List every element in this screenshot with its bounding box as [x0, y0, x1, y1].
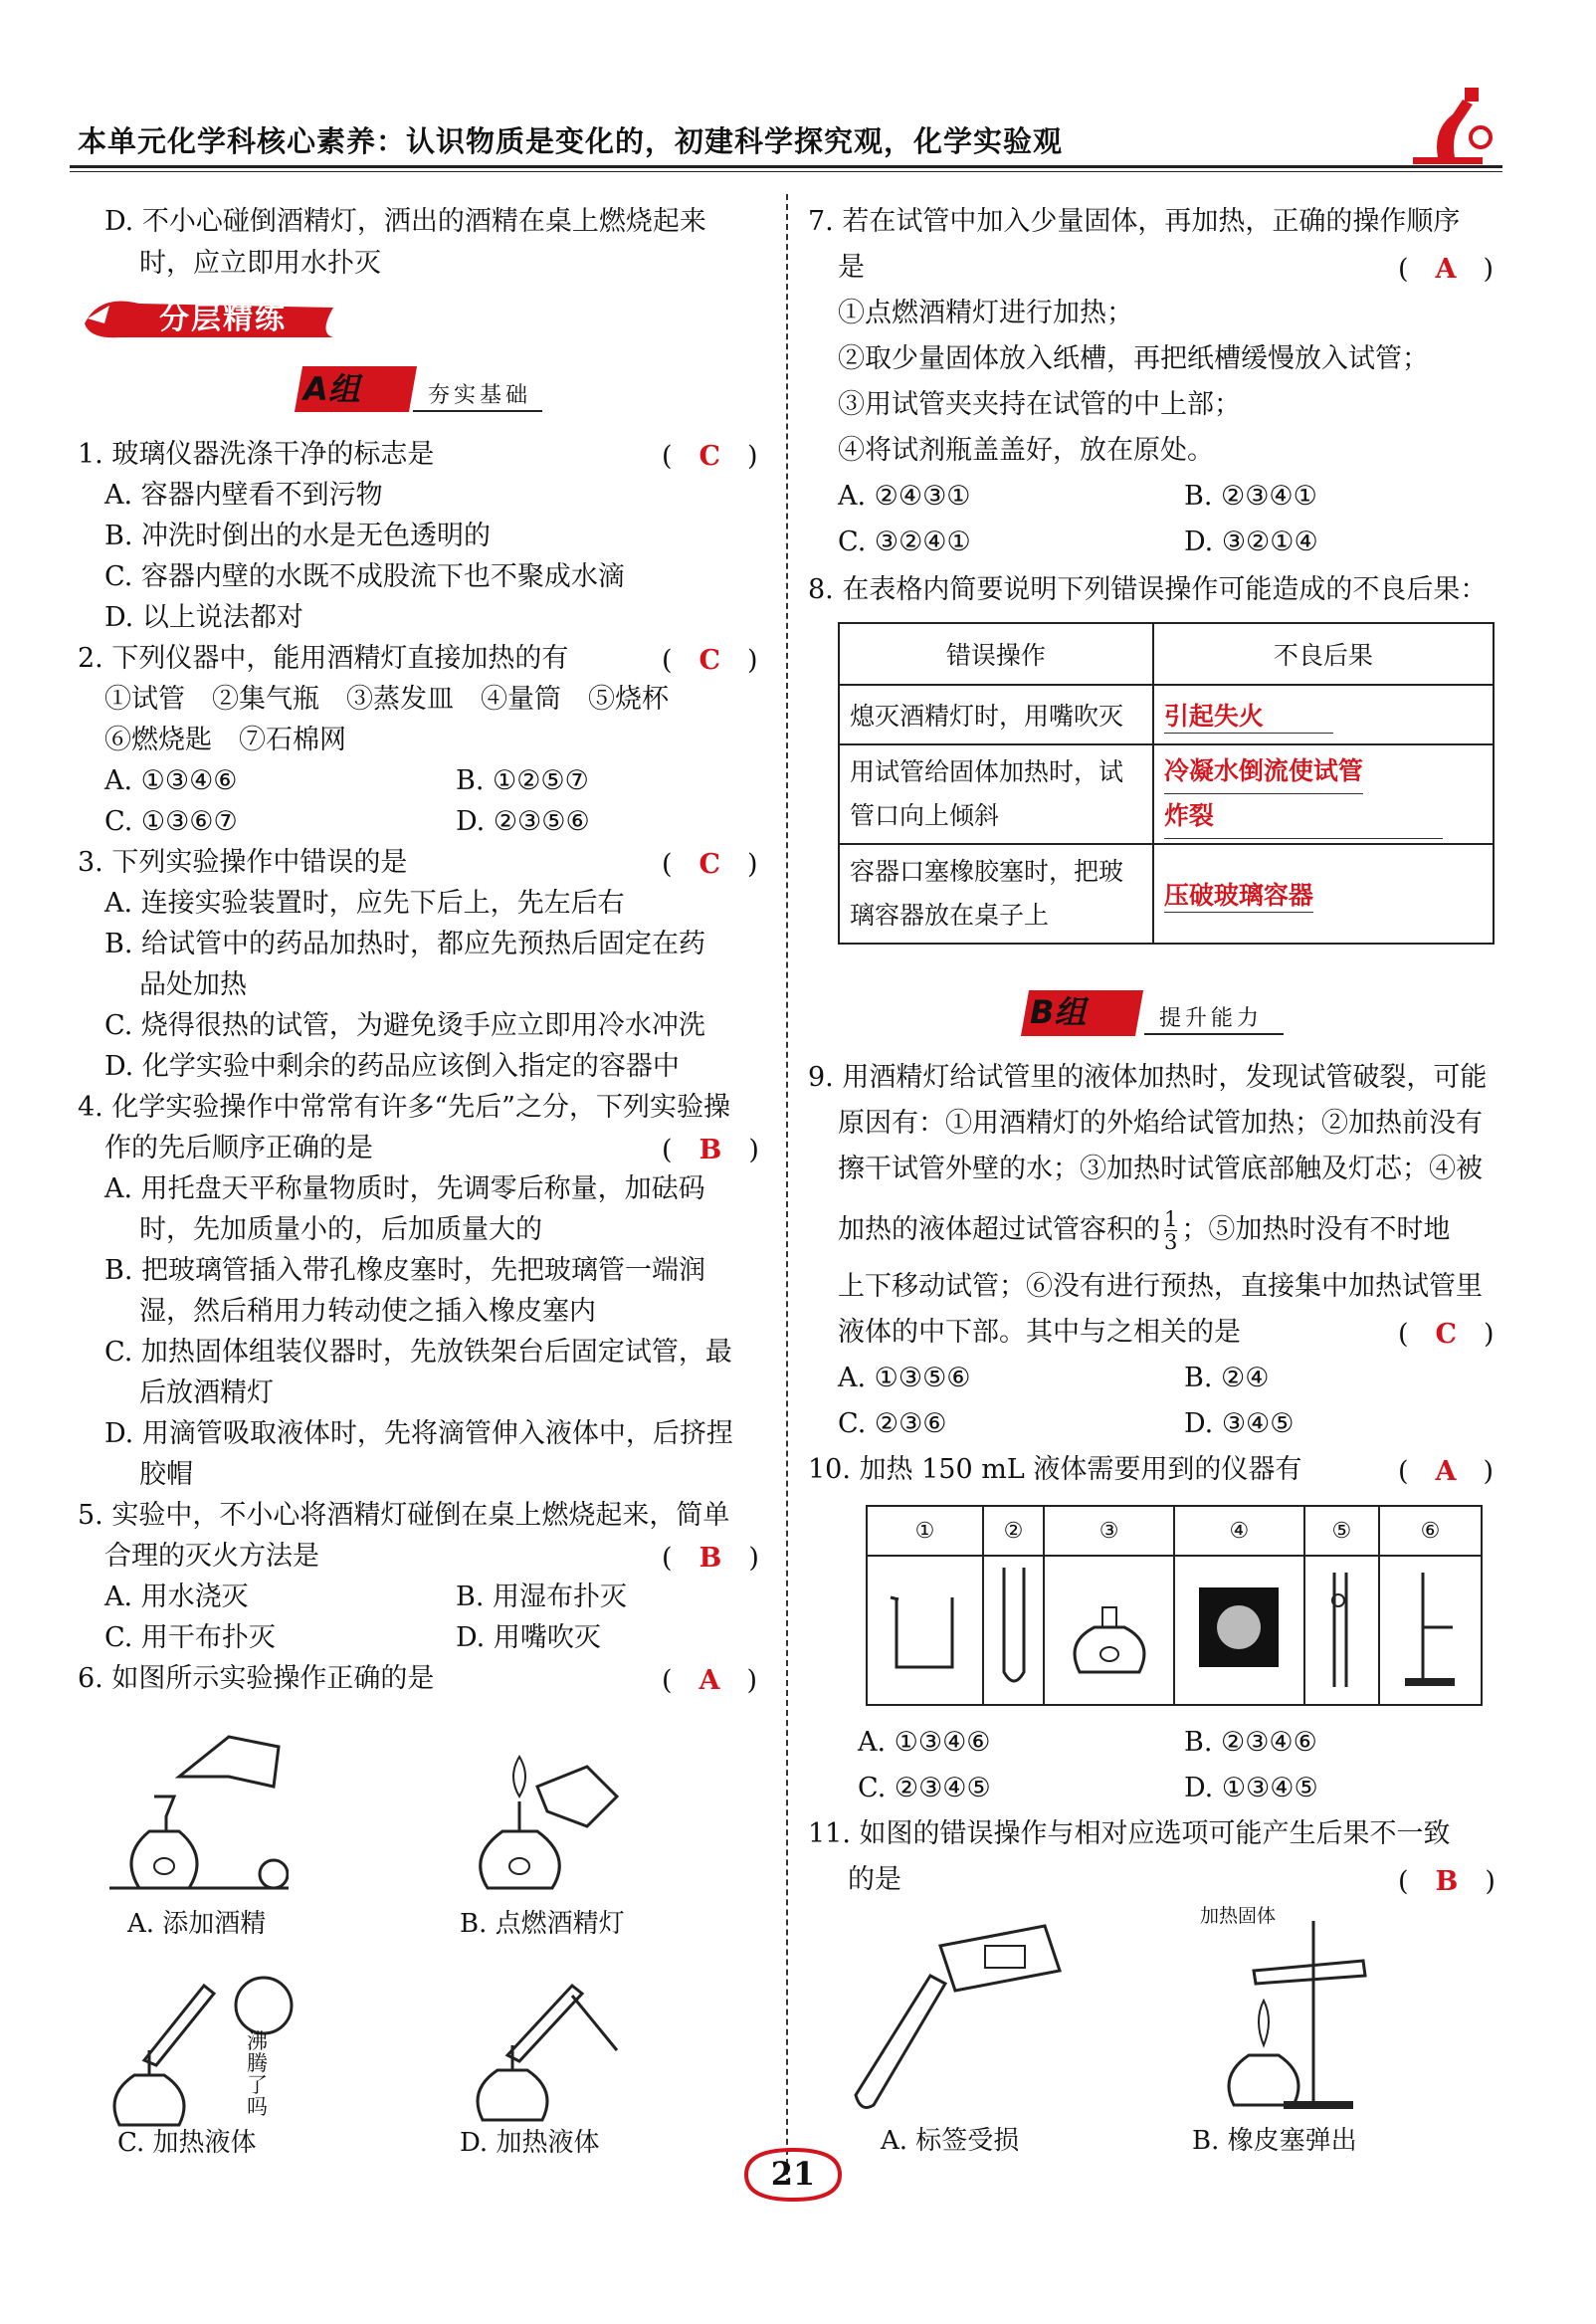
- q5-stem1: 5. 实验中，不小心将酒精灯碰倒在桌上燃烧起来，简单: [78, 1500, 730, 1531]
- q1-answer: ( C ): [662, 441, 758, 472]
- q9-option-b: B. ②④: [1184, 1363, 1270, 1393]
- q3-stem: 3. 下列实验操作中错误的是: [78, 847, 408, 878]
- q6-caption-d: D. 加热液体: [460, 2128, 600, 2158]
- asbestos-gauze-icon: [1194, 1583, 1284, 1672]
- groupA-badge: A组: [303, 370, 360, 408]
- q7-option-a: A. ②④③①: [838, 481, 971, 512]
- heat-liquid-figure-d: [468, 1966, 627, 2125]
- q10-col2: ②: [983, 1506, 1044, 1556]
- q1-stem: 1. 玻璃仪器洗涤干净的标志是: [78, 439, 435, 470]
- alcohol-lamp-icon: [1065, 1573, 1154, 1682]
- q4-option-c1: C. 加热固体组装仪器时，先放铁架台后固定试管，最: [104, 1337, 732, 1368]
- groupB-underline: [1144, 1033, 1284, 1035]
- q10-col5: ⑤: [1304, 1506, 1379, 1556]
- q8-head-op: 错误操作: [839, 623, 1153, 685]
- q11-figure-label: 加热固体: [1200, 1905, 1277, 1927]
- light-lamp-figure: [468, 1717, 627, 1896]
- q10-option-c: C. ②③④⑤: [858, 1773, 991, 1803]
- header-rule: [70, 165, 1502, 168]
- q8-row2-op2: 管口向上倾斜: [850, 801, 1000, 830]
- q10-answer: ( A ): [1398, 1456, 1495, 1487]
- section-title: 分层精练: [159, 302, 287, 336]
- q9-stem5: 上下移动试管；⑥没有进行预热，直接集中加热试管里: [838, 1271, 1483, 1302]
- q8-row2-res1: 冷凝水倒流使试管: [1164, 749, 1363, 794]
- q2-option-b: B. ①②⑤⑦: [456, 765, 589, 796]
- q5-option-a: A. 用水浇灭: [104, 1582, 249, 1612]
- q6-caption-a: A. 添加酒精: [127, 1909, 267, 1939]
- q1-option-a: A. 容器内壁看不到污物: [104, 480, 383, 511]
- page-number: 21: [770, 2155, 816, 2193]
- column-divider: [786, 194, 788, 2185]
- q4-option-a2: 时，先加质量小的，后加质量大的: [139, 1214, 542, 1245]
- q11-stem2: 的是: [848, 1864, 901, 1895]
- q3-option-d: D. 化学实验中剩余的药品应该倒入指定的容器中: [104, 1051, 680, 1082]
- iron-stand-icon: [1395, 1563, 1465, 1692]
- test-tube-holder-icon: [1316, 1563, 1366, 1692]
- header-core-literacy: 本单元化学科核心素养：认识物质是变化的，初建科学探究观，化学实验观: [78, 124, 1064, 158]
- q3-option-b2: 品处加热: [139, 969, 247, 1000]
- q8-head-res: 不良后果: [1153, 623, 1494, 685]
- q8-stem: 8. 在表格内简要说明下列错误操作可能造成的不良后果：: [808, 574, 1488, 605]
- q9-stem2: 原因有：①用酒精灯的外焰给试管加热；②加热前没有: [838, 1108, 1483, 1139]
- q8-row1-op: 熄灭酒精灯时，用嘴吹灭: [839, 685, 1153, 744]
- q1-option-c: C. 容器内壁的水既不成股流下也不聚成水滴: [104, 561, 625, 592]
- q4-option-c2: 后放酒精灯: [139, 1377, 274, 1408]
- q5-option-c: C. 用干布扑灭: [104, 1622, 276, 1653]
- q5-stem2: 合理的灭火方法是: [104, 1541, 319, 1572]
- q1-option-b: B. 冲洗时倒出的水是无色透明的: [104, 521, 492, 551]
- q4-option-b2: 湿，然后稍用力转动使之插入橡皮塞内: [139, 1296, 596, 1327]
- q9-stem3: 擦干试管外壁的水；③加热时试管底部触及灯芯；④被: [838, 1154, 1483, 1184]
- q9-stem1: 9. 用酒精灯给试管里的液体加热时，发现试管破裂，可能: [808, 1062, 1488, 1093]
- q2-option-d: D. ②③⑤⑥: [456, 806, 590, 837]
- groupB-label: 提升能力: [1159, 1006, 1264, 1031]
- test-tube-icon: [994, 1563, 1034, 1692]
- q9-option-a: A. ①③⑤⑥: [838, 1363, 971, 1393]
- q2-items2: ⑥燃烧匙 ⑦石棉网: [104, 725, 346, 755]
- q8-table: [838, 622, 1495, 945]
- q4-option-b1: B. 把玻璃管插入带孔橡皮塞时，先把玻璃管一端润: [104, 1255, 706, 1286]
- q3-answer: ( C ): [662, 849, 758, 880]
- q8-row3-op2: 璃容器放在桌子上: [850, 901, 1050, 930]
- q0-line1: D. 不小心碰倒酒精灯，洒出的酒精在桌上燃烧起来: [104, 206, 706, 237]
- q4-answer: ( B ): [662, 1135, 759, 1165]
- q10-instrument-table: [866, 1505, 1483, 1706]
- q3-option-c: C. 烧得很热的试管，为避免烫手应立即用冷水冲洗: [104, 1010, 705, 1041]
- q1-option-d: D. 以上说法都对: [104, 602, 303, 633]
- section-banner: [80, 294, 338, 337]
- microscope-icon: [1393, 80, 1502, 169]
- q6-caption-b: B. 点燃酒精灯: [460, 1909, 625, 1939]
- q5-option-d: D. 用嘴吹灭: [456, 1622, 601, 1653]
- q9-option-d: D. ③④⑤: [1184, 1408, 1295, 1439]
- header-rule-thin: [70, 171, 1502, 172]
- q7-step1: ①点燃酒精灯进行加热；: [838, 298, 1133, 328]
- q2-items1: ①试管 ②集气瓶 ③蒸发皿 ④量筒 ⑤烧杯: [104, 684, 669, 715]
- q10-col3: ③: [1044, 1506, 1174, 1556]
- add-alcohol-figure: [109, 1707, 289, 1896]
- q10-option-d: D. ①③④⑤: [1184, 1773, 1318, 1803]
- q2-option-c: C. ①③⑥⑦: [104, 806, 238, 837]
- q9-stem4: 加热的液体超过试管容积的 $\frac{1}{3}$ ；⑤加热时没有不时地: [838, 1207, 1451, 1254]
- q7-step2: ②取少量固体放入纸槽，再把纸槽缓慢放入试管；: [838, 343, 1429, 374]
- heat-liquid-figure-c: [104, 1966, 303, 2130]
- q3-option-a: A. 连接实验装置时，应先下后上，先左后右: [104, 888, 625, 919]
- q6-stem: 6. 如图所示实验操作正确的是: [78, 1663, 435, 1694]
- q10-stem: 10. 加热 150 mL 液体需要用到的仪器有: [808, 1454, 1302, 1485]
- q4-stem2: 作的先后顺序正确的是: [104, 1133, 373, 1163]
- q10-col6: ⑥: [1379, 1506, 1482, 1556]
- q8-row2-res2: 炸裂: [1164, 794, 1443, 839]
- q2-answer: ( C ): [662, 645, 758, 676]
- q4-option-a1: A. 用托盘天平称量物质时，先调零后称量，加砝码: [104, 1173, 705, 1204]
- q7-answer: ( A ): [1398, 254, 1495, 285]
- q5-option-b: B. 用湿布扑灭: [456, 1582, 628, 1612]
- q10-option-b: B. ②③④⑥: [1184, 1727, 1317, 1758]
- q6-bubble-text: 沸腾了吗: [247, 2029, 268, 2119]
- q9-frac-num: 1: [1164, 1207, 1178, 1231]
- q4-option-d2: 胶帽: [139, 1459, 193, 1490]
- q10-col1: ①: [867, 1506, 983, 1556]
- q3-option-b1: B. 给试管中的药品加热时，都应先预热后固定在药: [104, 929, 706, 959]
- q10-col4: ④: [1174, 1506, 1304, 1556]
- q11-caption-a: A. 标签受损: [881, 2126, 1020, 2156]
- q4-stem1: 4. 化学实验操作中常常有许多“先后”之分，下列实验操: [78, 1092, 730, 1123]
- q7-option-b: B. ②③④①: [1184, 481, 1317, 512]
- q9-option-c: C. ②③⑥: [838, 1408, 947, 1439]
- heating-solid-figure: [1194, 1916, 1383, 2115]
- q2-stem: 2. 下列仪器中，能用酒精灯直接加热的有: [78, 643, 569, 674]
- q8-row2-op1: 用试管给固体加热时，试: [850, 757, 1124, 786]
- q8-row1-res: 引起失火: [1164, 697, 1333, 734]
- groupA-label: 夯实基础: [428, 383, 532, 408]
- groupA-underline: [413, 410, 542, 412]
- q10-option-a: A. ①③④⑥: [858, 1727, 991, 1758]
- q8-row3-res: 压破玻璃容器: [1164, 876, 1313, 913]
- q7-step3: ③用试管夹夹持在试管的中上部；: [838, 389, 1241, 420]
- q2-option-a: A. ①③④⑥: [104, 765, 238, 796]
- q9-frac-den: 3: [1164, 1230, 1178, 1254]
- q8-row3-op1: 容器口塞橡胶塞时，把玻: [850, 857, 1124, 886]
- pouring-label-figure: [846, 1916, 1075, 2115]
- q9-stem6: 液体的中下部。其中与之相关的是: [838, 1317, 1241, 1348]
- q7-option-c: C. ③②④①: [838, 527, 971, 557]
- q9-answer: ( C ): [1398, 1319, 1495, 1350]
- q11-caption-b: B. 橡皮塞弹出: [1192, 2126, 1357, 2156]
- beaker-icon: [885, 1578, 964, 1677]
- q11-answer: ( B ): [1398, 1866, 1496, 1897]
- q7-stem1: 7. 若在试管中加入少量固体，再加热，正确的操作顺序: [808, 206, 1461, 237]
- q4-option-d1: D. 用滴管吸取液体时，先将滴管伸入液体中，后挤捏: [104, 1418, 733, 1449]
- groupB-badge: B组: [1030, 993, 1087, 1031]
- q5-answer: ( B ): [662, 1543, 759, 1574]
- q7-stem2: 是: [838, 252, 865, 283]
- q11-stem1: 11. 如图的错误操作与相对应选项可能产生后果不一致: [808, 1818, 1451, 1849]
- q6-caption-c: C. 加热液体: [117, 2128, 257, 2158]
- q6-answer: ( A ): [662, 1665, 758, 1696]
- q7-step4: ④将试剂瓶盖盖好，放在原处。: [838, 435, 1214, 466]
- q7-option-d: D. ③②①④: [1184, 527, 1318, 557]
- q0-line2: 时，应立即用水扑灭: [139, 248, 381, 279]
